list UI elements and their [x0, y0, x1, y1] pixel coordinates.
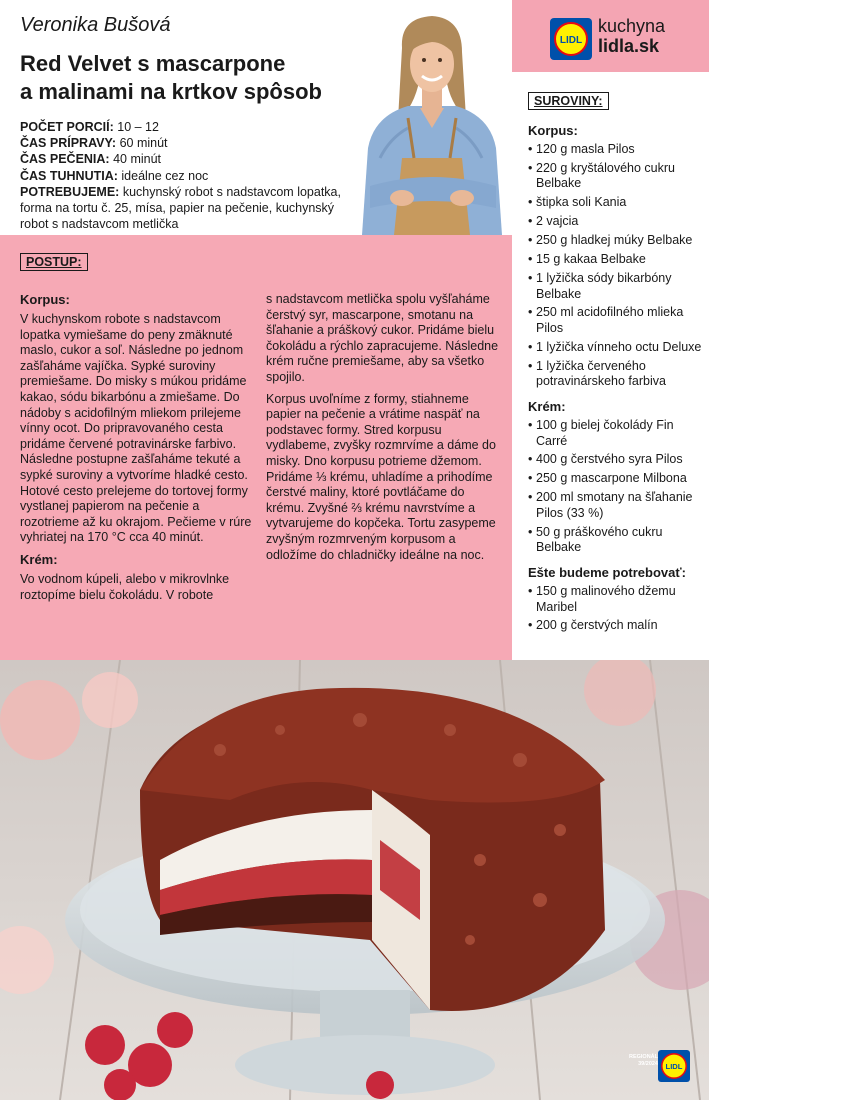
- ingredients-tag: SUROVINY:: [528, 92, 609, 110]
- title-line-2: a malinami na krtkov spôsob: [20, 79, 322, 104]
- ingredient-item: • 250 g hladkej múky Belbake: [528, 233, 706, 249]
- procedure-column-1: [20, 292, 256, 609]
- ingredients-list-base: [528, 142, 706, 390]
- ingredient-item: • 150 g malinového džemu Maribel: [528, 584, 706, 615]
- ingredient-item: • 15 g kakaa Belbake: [528, 252, 706, 268]
- meta-value-equipment: kuchynský robot s nadstavcom lopatka, forma na tortu č. 25, mísa, papier na pečenie, kuchynský robot s nadstavcom metlička: [20, 184, 341, 232]
- chef-photo: [350, 8, 512, 235]
- ingredient-item: • 200 g čerstvých malín: [528, 618, 706, 634]
- ingredient-item: • 120 g masla Pilos: [528, 142, 706, 158]
- ingredient-item: • 250 ml acidofilného mlieka Pilos: [528, 305, 706, 336]
- ingredient-item: • 50 g práškového cukru Belbake: [528, 525, 706, 556]
- svg-text:LIDL: LIDL: [665, 1062, 683, 1072]
- meta-key-set-time: ČAS TUHNUTIA:: [20, 168, 118, 183]
- title-line-1: Red Velvet s mascarpone: [20, 51, 286, 76]
- meta-key-servings: POČET PORCIÍ:: [20, 120, 114, 134]
- brand-header: [512, 0, 709, 72]
- meta-value-servings: 10 – 12: [117, 120, 159, 134]
- footer-lidl-logo: [658, 1050, 690, 1087]
- ingredients-list-extra: [528, 584, 706, 634]
- author-name: Veronika Bušová: [20, 14, 171, 36]
- ingredient-item: • 2 vajcia: [528, 214, 706, 230]
- brand-text: [598, 16, 665, 56]
- procedure-text-base: V kuchynskom robote s nadstavcom lopatka vymiešame do peny zmäknuté maslo, cukor a soľ. Následne po jednom zašľaháme vajíčka. Sypké suroviny premiešame. Do misky s múkou pridáme kakao, sódu bikarbónu a zmiešame. Do nádoby s acidofilným mliekom prilejeme vínny ocot. Do pripravovaného cesta pridáme červené potravinárske farbivo. Následne postupne zašľaháme tekuté a sypké suroviny a vytvoríme hladké cesto. Hotové cesto prelejeme do tortovej formy vystlanej papierom na pečenie a rozotrieme až ku okrajom. Pečieme v rúre vyhriatej na 170 °C cca 40 minút.: [20, 312, 252, 545]
- procedure-heading-cream: Krém:: [20, 551, 58, 567]
- procedure-text-cream-a: Vo vodnom kúpeli, alebo v mikrovlnke roztopíme bielu čokoládu. V robote: [20, 571, 230, 602]
- lidl-logo: [550, 18, 592, 65]
- ingredient-item: • 220 g kryštálového cukru Belbake: [528, 161, 706, 192]
- cake-photo: [0, 660, 709, 1100]
- issue-code-line-2: 39/2024: [638, 1061, 658, 1067]
- recipe-meta: [20, 119, 355, 232]
- ingredient-item: • štipka soli Kania: [528, 195, 706, 211]
- meta-key-bake-time: ČAS PEČENIA:: [20, 152, 110, 167]
- ingredient-item: • 1 lyžička červeného potravinárskeho farbiva: [528, 359, 706, 390]
- meta-key-prep-time: ČAS PRÍPRAVY:: [20, 136, 117, 151]
- ingredient-item: • 200 ml smotany na šľahanie Pilos (33 %): [528, 490, 706, 521]
- issue-code-line-1: REGIONÁL: [628, 1054, 658, 1060]
- brand-line-2: lidla.sk: [598, 36, 660, 56]
- meta-value-prep-time: 60 minút: [119, 136, 168, 151]
- meta-value-bake-time: 40 minút: [113, 152, 162, 167]
- ingredient-item: • 250 g mascarpone Milbona: [528, 471, 706, 487]
- ingredient-item: • 100 g bielej čokolády Fin Carré: [528, 418, 706, 449]
- ingredients-heading-cream: Krém:: [528, 398, 566, 414]
- recipe-title: [20, 50, 365, 106]
- procedure-text-assembly: Korpus uvoľníme z formy, stiahneme papier na pečenie a vrátime naspäť na podstavec formy. Stred korpusu vydlabeme, zvyšky rozmrvíme a dáme do misky. Dno korpusu potrieme džemom. Pridáme ⅓ krému, uhladíme a prihodíme čerstvé maliny, ktoré povtláčame do krému. Zvyšné ⅔ krému navrstvíme a vytvarujeme do kopčeka. Tortu zasypeme zvyšným rozmrveným korpusom a odložíme do chladničky ideálne na noc.: [266, 391, 496, 562]
- ingredients-heading-base: Korpus:: [528, 123, 578, 138]
- issue-code: [612, 1054, 658, 1068]
- procedure-heading-base: Korpus:: [20, 292, 70, 307]
- procedure-column-2: [266, 292, 502, 569]
- procedure-panel: [0, 235, 512, 660]
- meta-key-equipment: POTREBUJEME:: [20, 184, 120, 199]
- meta-value-set-time: ideálne cez noc: [121, 168, 209, 183]
- ingredient-item: • 400 g čerstvého syra Pilos: [528, 452, 706, 468]
- ingredient-item: • 1 lyžička sódy bikarbóny Belbake: [528, 271, 706, 302]
- ingredients-list-cream: [528, 418, 706, 556]
- procedure-tag: POSTUP:: [20, 253, 88, 271]
- brand-line-1: kuchyna: [598, 16, 666, 36]
- procedure-text-cream-b: s nadstavcom metlička spolu vyšľaháme čerstvý syr, mascarpone, smotanu na šľahanie a práškový cukor. Pridáme bielu čokoládu a rýchlo zapracujeme. Následne krém ručne premiešame, aby sa všetko spojilo.: [266, 292, 499, 384]
- svg-text:LIDL: LIDL: [559, 35, 583, 46]
- ingredients-heading-extra: Ešte budeme potrebovať:: [528, 564, 686, 580]
- ingredient-item: • 1 lyžička vínneho octu Deluxe: [528, 340, 706, 356]
- ingredients-column: [528, 92, 706, 637]
